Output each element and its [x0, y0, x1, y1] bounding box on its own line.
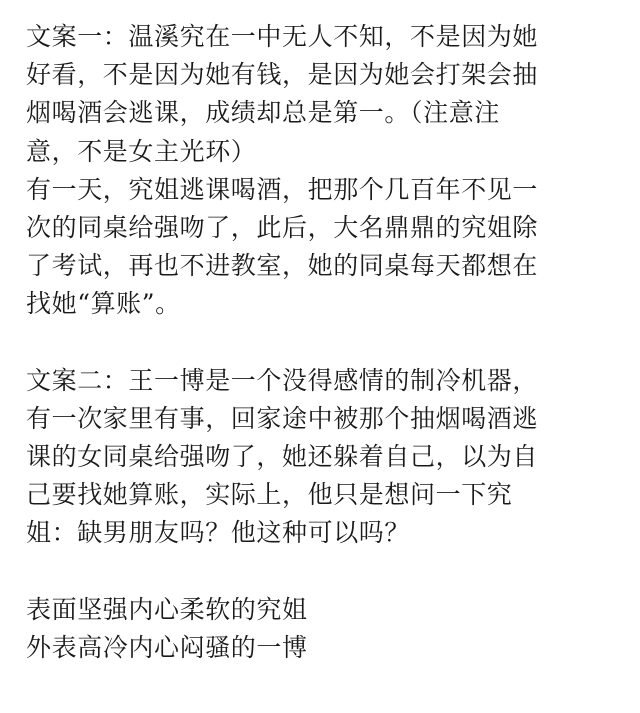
text-line: 表面坚强内心柔软的究姐	[26, 594, 308, 624]
text-line: 文案一：温溪究在一中无人不知，不是因为她	[26, 22, 539, 51]
synopsis-two	[26, 362, 620, 553]
text-line: 文案二：王一博是一个没得感情的制冷机器，	[26, 365, 539, 395]
text-line: 姐：缺男朋友吗？他这种可以吗？	[26, 518, 411, 548]
text-line: 有一次家里有事，回家途中被那个抽烟喝酒逃	[26, 403, 539, 433]
paragraph-spacer	[26, 324, 620, 362]
paragraph-spacer	[26, 553, 620, 591]
text-line: 有一天，究姐逃课喝酒，把那个几百年不见一	[26, 174, 539, 204]
text-line: 课的女同桌给强吻了，她还躲着自己，以为自	[26, 442, 539, 472]
text-line: 好看，不是因为她有钱，是因为她会打架会抽	[26, 60, 539, 90]
synopsis-one	[26, 18, 620, 324]
text-line: 找她“算账”。	[26, 289, 181, 319]
text-line: 外表高冷内心闷骚的一博	[26, 633, 308, 662]
text-line: 了考试，再也不进教室，她的同桌每天都想在	[26, 251, 539, 281]
text-line: 烟喝酒会逃课，成绩却总是第一。（注意注	[26, 98, 500, 128]
text-line: 次的同桌给强吻了，此后，大名鼎鼎的究姐除	[26, 212, 539, 242]
text-line: 意，不是女主光环）	[26, 136, 257, 166]
text-line: 己要找她算账，实际上，他只是想问一下究	[26, 480, 513, 510]
character-taglines	[26, 591, 620, 667]
